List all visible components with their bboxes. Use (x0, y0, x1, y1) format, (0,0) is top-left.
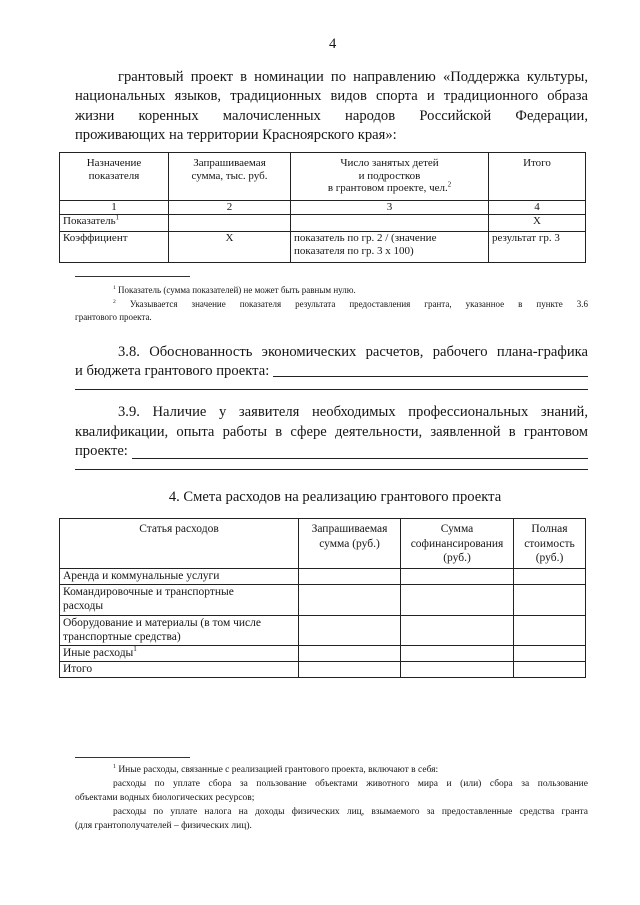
column-number: 4 (489, 201, 586, 215)
table-row (60, 215, 586, 232)
footnote-mark: 2 (113, 298, 116, 305)
expense-item-text: Иные расходы (63, 646, 134, 659)
footnote-mark: 1 (113, 763, 116, 770)
expense-item-line: транспортные средства) (63, 631, 181, 643)
expense-item-line: Итого (63, 662, 93, 675)
header-requested-sum (299, 519, 401, 569)
footnote-line: (для грантополучателей – физических лиц). (75, 821, 252, 831)
intro-line: грантовый проект в номинации по направлению «Поддержка культуры, (118, 69, 588, 85)
header-line: Статья расходов (139, 523, 219, 535)
footnote-mark: 1 (113, 285, 116, 291)
expense-item-line: Командировочные и транспортные (63, 585, 234, 598)
intro-line: проживающих на территории Красноярского края»: (75, 126, 397, 143)
table-cell: Х (489, 215, 586, 232)
column-number: 2 (169, 201, 291, 215)
section-line-text: проекте: (75, 443, 128, 459)
footnote-line: расходы по уплате сбора за пользование объектами животного мира и (или) сбора за пользование (113, 779, 588, 789)
table-cell-empty (401, 615, 514, 645)
header-line: стоимость (524, 537, 575, 550)
header-line: Назначение (86, 157, 142, 169)
expense-item (60, 645, 299, 661)
section-line-text: и бюджета грантового проекта: (75, 362, 270, 379)
table-cell-empty (514, 645, 586, 661)
section-3-9 (75, 403, 588, 462)
footnote-ref: 2 (447, 181, 452, 189)
header-full-cost (514, 519, 586, 569)
header-line: Итого (523, 157, 551, 169)
footnotes-block (75, 284, 588, 325)
fill-in-blank (132, 444, 588, 459)
section-line (75, 442, 588, 462)
footnote-divider (75, 276, 190, 277)
header-line: (руб.) (535, 552, 564, 564)
header-line: софинансирования (410, 537, 504, 550)
table-cell-empty (401, 645, 514, 661)
header-line: Запрашиваемая (311, 523, 388, 535)
header-line: показателя (88, 169, 140, 182)
page-number: 4 (329, 36, 337, 52)
header-indicator-purpose (60, 153, 169, 201)
table-cell-empty (299, 645, 401, 661)
row-label (60, 215, 169, 232)
expense-item-line: расходы (63, 600, 104, 612)
expense-item (60, 661, 299, 677)
footnote-text: Указывается значение показателя результата предоставления гранта, указанное в пункте 3.6 (129, 298, 589, 309)
footnote (75, 763, 588, 777)
header-line: Число занятых детей (340, 157, 439, 169)
expense-item-line: Оборудование и материалы (в том числе (63, 616, 261, 629)
header-line: сумма (руб.) (319, 537, 380, 550)
intro-line: национальных языков, традиционных видов спорта и традиционного образа (75, 88, 588, 105)
row-label-text: Показатель (63, 215, 116, 227)
footnote-line: объектами водных биологических ресурсов; (75, 793, 255, 803)
header-line: сумма, тыс. руб. (191, 169, 268, 182)
fill-in-line (75, 469, 588, 470)
table-cell-empty (401, 584, 514, 615)
cell-line: показателя по гр. 3 х 100) (294, 244, 414, 257)
section-line (75, 362, 588, 381)
header-total (489, 153, 586, 201)
table-cell-empty (299, 584, 401, 615)
section-line: 3.9. Наличие у заявителя необходимых профессиональных знаний, (118, 404, 588, 420)
table-cell-empty (299, 661, 401, 677)
footnote-ref: 1 (133, 645, 137, 653)
footnote-ref: 1 (115, 214, 120, 222)
footnote (75, 298, 588, 312)
header-expense-item (60, 519, 299, 569)
table-cell-empty (514, 615, 586, 645)
expense-item (60, 584, 299, 615)
header-line: Полная (531, 523, 568, 535)
table-cell-empty (299, 569, 401, 585)
table-cell-empty (299, 615, 401, 645)
table-row-total (60, 661, 586, 677)
header-line: Запрашиваемая (193, 157, 266, 169)
footnote (75, 284, 588, 298)
expense-item (60, 569, 299, 585)
footnote-text: Показатель (сумма показателей) не может быть равным нулю. (118, 285, 356, 295)
table-row (60, 569, 586, 585)
header-requested-amount (169, 153, 291, 201)
column-number: 1 (60, 201, 169, 215)
table-cell-empty (401, 569, 514, 585)
expense-item-line: Аренда и коммунальные услуги (63, 570, 220, 582)
table-cell-empty (169, 215, 291, 232)
table-cell-empty (514, 584, 586, 615)
intro-paragraph (75, 68, 588, 145)
section-line: 3.8. Обоснованность экономических расчетов, рабочего плана-графика (118, 344, 588, 360)
header-line: Сумма (440, 523, 474, 535)
expense-item (60, 615, 299, 645)
header-line (294, 182, 485, 195)
intro-line: жизни коренных малочисленных народов Российской Федерации, (75, 107, 588, 124)
row-label: Коэффициент (60, 232, 169, 263)
table-cell-empty (514, 661, 586, 677)
header-cofinancing-sum (401, 519, 514, 569)
fill-in-blank (273, 362, 588, 377)
footnote-divider (75, 757, 190, 758)
table-cell-empty (514, 569, 586, 585)
footnote-line: расходы по уплате налога на доходы физических лиц, взымаемого за предоставленные средства гранта (113, 807, 588, 817)
column-number-row (60, 201, 586, 215)
expense-item-line (63, 646, 295, 661)
table-header-row (60, 519, 586, 569)
table-row (60, 645, 586, 661)
section-heading: 4. Смета расходов на реализацию грантового проекта (168, 489, 502, 505)
footnote-text: Иные расходы, связанные с реализацией грантового проекта, включают в себя: (118, 765, 439, 775)
section-3-8 (75, 343, 588, 380)
table-cell-empty (401, 661, 514, 677)
section-line: квалификации, опыта работы в сфере деятельности, заявленной в грантовом (75, 423, 588, 440)
table-row (60, 232, 586, 263)
footnotes-block (75, 763, 588, 833)
fill-in-line (75, 389, 588, 390)
header-children-count (291, 153, 489, 201)
table-cell (291, 232, 489, 263)
table-header-row (60, 153, 586, 201)
table-cell: Х (169, 232, 291, 263)
table-row (60, 615, 586, 645)
table-cell-empty (291, 215, 489, 232)
table-cell: результат гр. 3 (489, 232, 586, 263)
header-line-text: в грантовом проекте, чел. (327, 182, 448, 194)
cell-line: показатель по гр. 2 / (значение (294, 232, 437, 244)
column-number: 3 (291, 201, 489, 215)
budget-table (59, 518, 586, 678)
header-line: (руб.) (443, 552, 471, 564)
indicators-table (59, 152, 586, 263)
header-line: и подростков (358, 169, 421, 182)
table-row (60, 584, 586, 615)
footnote-continuation: грантового проекта. (75, 312, 152, 322)
